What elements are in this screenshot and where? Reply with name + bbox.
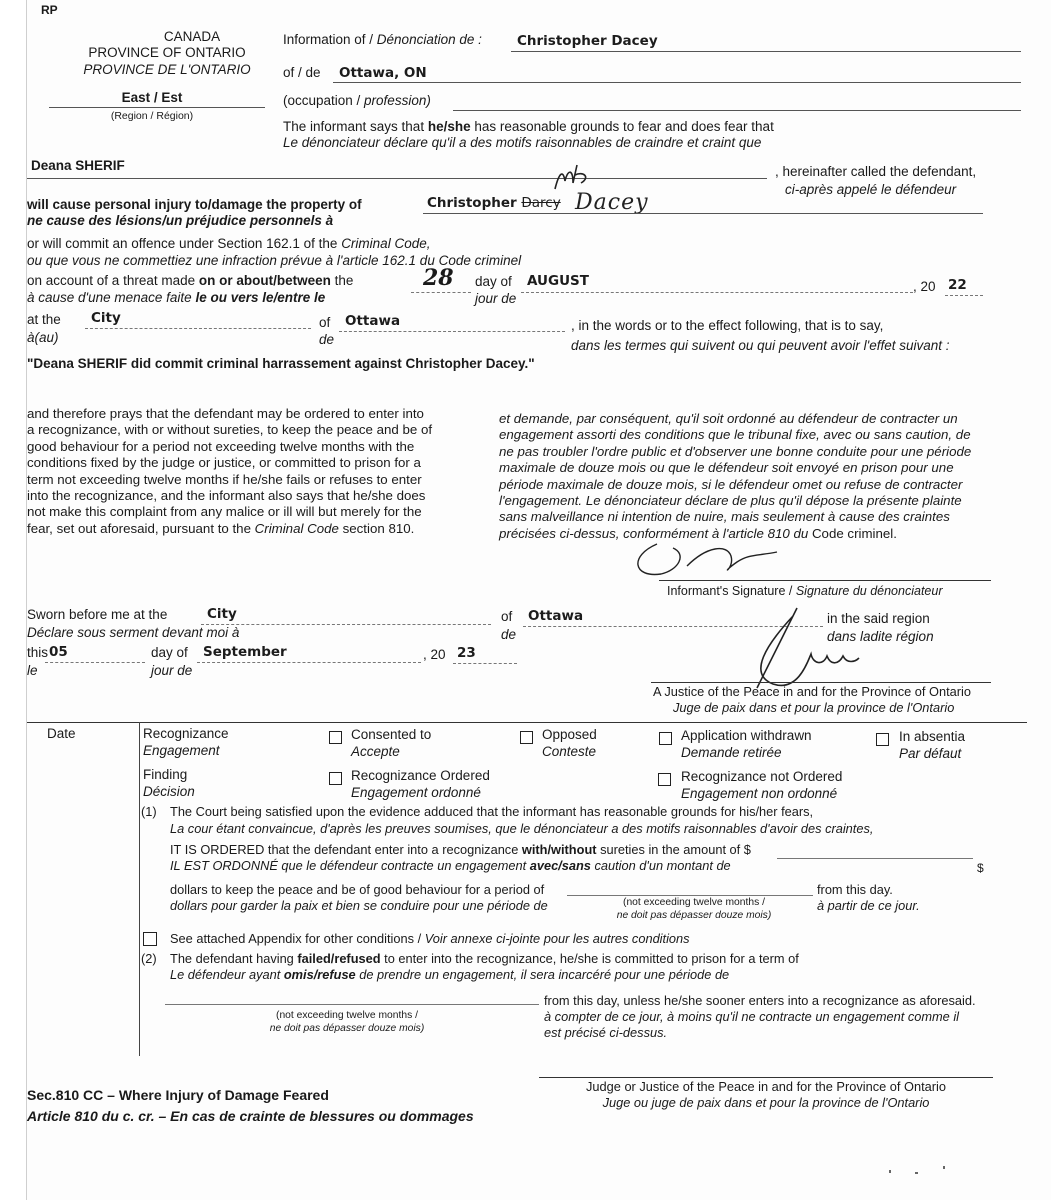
recognizance-ordered-checkbox[interactable] [329,772,342,785]
para-1-number: (1) [141,804,157,819]
not-exceed2-label-en: (not exceeding twelve months / [276,1010,418,1021]
from-day2-en: from this day, unless he/she sooner enters into a recognizance as aforesaid. [544,993,976,1008]
threat-year: 22 [948,277,967,293]
finding-label-en: Finding [143,767,188,782]
informant-of-label: of / de [283,65,321,80]
sworn-place-name: Ottawa [528,608,584,624]
speck [943,1166,945,1169]
threat-day-of: day of [475,274,512,289]
place-type: City [91,310,121,326]
from-day-en: from this day. [817,882,893,897]
sworn-le: le [27,663,38,678]
date-label: Date [47,726,76,741]
words-text-fr: dans les termes qui suivent ou qui peuvent avoir l'effet suivant : [571,338,950,353]
threat-text-fr: à cause d'une menace faite le ou vers le/entre le [27,290,326,305]
ordered-label-en: Recognizance Ordered [351,768,490,783]
sworn-year: 23 [457,645,476,661]
not-ordered-label-en: Recognizance not Ordered [681,769,843,784]
region-value: East / Est [121,90,183,105]
at-the-label: at the [27,312,61,327]
ordered-line-en: IT IS ORDERED that the defendant enter into a recognizance with/without sureties in the amount of $ [170,842,751,857]
victim-correction: Dacey [575,190,649,215]
withdrawn-label-fr: Demande retirée [681,745,782,760]
region-label: (Region / Région) [110,110,194,122]
withdrawn-label-en: Application withdrawn [681,728,812,743]
sworn-year-prefix: , 20 [423,647,446,662]
a-au-label: à(au) [27,330,59,345]
sworn-day: 05 [49,644,68,660]
threat-day: 28 [423,265,454,291]
threat-text-en: on account of a threat made on or about/between the [27,273,354,288]
consented-label-en: Consented to [351,727,432,742]
sworn-region-en: in the said region [827,611,930,626]
place-name: Ottawa [345,313,401,329]
not-ordered-label-fr: Engagement non ordonné [681,786,838,801]
dollar-sign: $ [977,861,984,875]
consented-checkbox[interactable] [329,731,342,744]
header-province-en: PROVINCE OF ONTARIO [88,45,246,60]
recognizance-not-ordered-checkbox[interactable] [658,773,671,786]
sworn-this: this [27,645,49,660]
informant-city: Ottawa, ON [339,65,427,81]
injury-text-en: will cause personal injury to/damage the property of [27,197,362,212]
informant-says-fr: Le dénonciateur déclare qu'il a des motifs raisonnables de craindre et craint que [283,135,762,150]
ordered-label-fr: Engagement ordonné [351,785,481,800]
para-2-number: (2) [141,951,157,966]
words-text-en: , in the words or to the effect following, that is to say, [571,318,884,333]
opposed-checkbox[interactable] [520,731,533,744]
defendant-name: Deana SHERIF [31,158,125,173]
sworn-en: Sworn before me at the [27,607,168,622]
de-word: de [319,332,335,347]
informant-name: Christopher Dacey [517,33,658,49]
absentia-label-fr: Par défaut [899,746,962,761]
opposed-label-en: Opposed [542,727,597,742]
victim-name: Christopher Darcy [427,195,561,211]
absentia-label-en: In absentia [899,729,966,744]
informant-says-en: The informant says that he/she has reasonable grounds to fear and does fear that [283,119,774,134]
consented-label-fr: Accepte [351,744,400,759]
dollars-en: dollars to keep the peace and be of good behaviour for a period of [170,882,545,897]
information-form-page [26,0,1051,1200]
prayer-fr: et demande, par conséquent, qu'il soit ordonné au défendeur de contracter un engagement assorti des conditions que le tribunal fixe, avec ou sans caution, de ne pas troubler l'ordre public et d'observer une bonne conduite pour une période maximale de douze mois ou que le défendeur soit envoyé en prison pour une période maximale de douze mois, si le défendeur omet ou refuse de contracter l'engagement. Le dénonciateur déclare de plus qu'il dépose la présente plainte sans malveillance ni intention de nuire, mais seulement à cause des craintes précisées ci-dessus, conformément à l'article 810 du Code criminel. [499,411,972,541]
sworn-of: of [501,609,513,624]
justice-title-fr: Juge de paix dans et pour la province de l'Ontario [673,700,955,715]
para-1-fr: La cour étant convaincue, d'après les preuves soumises, que le dénonciateur a des motifs raisonnables d'avoir des craintes, [170,821,874,836]
header-country: CANADA [163,29,221,44]
footer-judge-fr: Juge ou juge de paix dans et pour la province de l'Ontario [602,1095,930,1110]
from-day2-fr1: à compter de ce jour, à moins qu'il ne contracte un engagement comme il [544,1009,960,1024]
defendant-called-fr: ci-après appelé le défendeur [785,182,957,197]
sworn-month: September [203,644,287,660]
offence-text-en: or will commit an offence under Section 162.1 of the Criminal Code, [27,236,431,251]
sworn-place-type: City [207,606,237,622]
from-day2-fr2: est précisé ci-dessus. [544,1025,668,1040]
complaint-quote: "Deana SHERIF did commit criminal harrassement against Christopher Dacey." [27,356,535,371]
recognizance-label-en: Recognizance [143,726,229,741]
footer-judge-en: Judge or Justice of the Peace in and for the Province of Ontario [586,1079,946,1094]
not-exceed2-label-fr: ne doit pas dépasser douze mois) [269,1023,425,1034]
finding-label-fr: Décision [143,784,195,799]
defendant-called-en: , hereinafter called the defendant, [775,164,977,179]
not-exceed-label-fr: ne doit pas dépasser douze mois) [616,910,772,921]
informant-signature [627,536,797,589]
withdrawn-checkbox[interactable] [659,732,672,745]
form-code: RP [41,3,58,17]
header-province-fr: PROVINCE DE L'ONTARIO [83,62,251,77]
para-1-en: The Court being satisfied upon the evidence adduced that the informant has reasonable grounds for his/her fears, [170,804,814,819]
prayer-en: and therefore prays that the defendant may be ordered to enter into a recognizance, with or without sureties, to keep the peace and be of good behaviour for a period not exceeding twelve months with the conditions fixed by the judge or justice, or committed to prison for a term not exceeding twelve months if he/she fails or refuses to enter into the recognizance, and the informant also says that he/she does not make this complaint from any malice or ill will but merely for the fear, set out aforesaid, pursuant to the Criminal Code section 810. [27,406,433,536]
not-exceed-label-en: (not exceeding twelve months / [623,897,765,908]
threat-jour-de: jour de [475,291,517,306]
footer-section-en: Sec.810 CC – Where Injury of Damage Feared [27,1087,329,1103]
offence-text-fr: ou que vous ne commettiez une infraction prévue à l'article 162.1 du Code criminel [27,253,522,268]
of-word: of [319,315,331,330]
informant-signature-label: Informant's Signature / Signature du dénonciateur [667,584,943,598]
recognizance-label-fr: Engagement [143,743,220,758]
injury-text-fr: ne cause des lésions/un préjudice personnels à [27,213,334,228]
absentia-checkbox[interactable] [876,733,889,746]
appendix-label: See attached Appendix for other conditions / Voir annexe ci-jointe pour les autres conditions [170,931,690,946]
speck [889,1170,891,1173]
occupation-label: (occupation / profession) [283,93,431,108]
ordered-line-fr: IL EST ORDONNÉ que le défendeur contracte un engagement avec/sans caution d'un montant de [170,858,731,873]
justice-title-en: A Justice of the Peace in and for the Province of Ontario [653,684,971,699]
informant-label: Information of / Dénonciation de : [283,32,482,47]
sworn-day-of: day of [151,645,188,660]
threat-year-prefix: , 20 [913,279,936,294]
footer-section-fr: Article 810 du c. cr. – En cas de crainte de blessures ou dommages [27,1108,474,1124]
from-day-fr: à partir de ce jour. [817,898,920,913]
dollars-fr: dollars pour garder la paix et bien se conduire pour une période de [170,898,548,913]
threat-month: AUGUST [527,273,589,289]
para-2-fr: Le défendeur ayant omis/refuse de prendre un engagement, il sera incarcéré pour une période de [170,967,730,982]
para-2-en: The defendant having failed/refused to enter into the recognizance, he/she is committed to prison for a term of [170,951,799,966]
sworn-region-fr: dans ladite région [827,629,934,644]
sworn-de: de [501,627,517,642]
sworn-jour-de: jour de [151,663,193,678]
sworn-fr: Déclare sous serment devant moi à [27,625,240,640]
speck [915,1172,918,1174]
appendix-checkbox[interactable] [143,932,157,946]
opposed-label-fr: Conteste [542,744,597,759]
